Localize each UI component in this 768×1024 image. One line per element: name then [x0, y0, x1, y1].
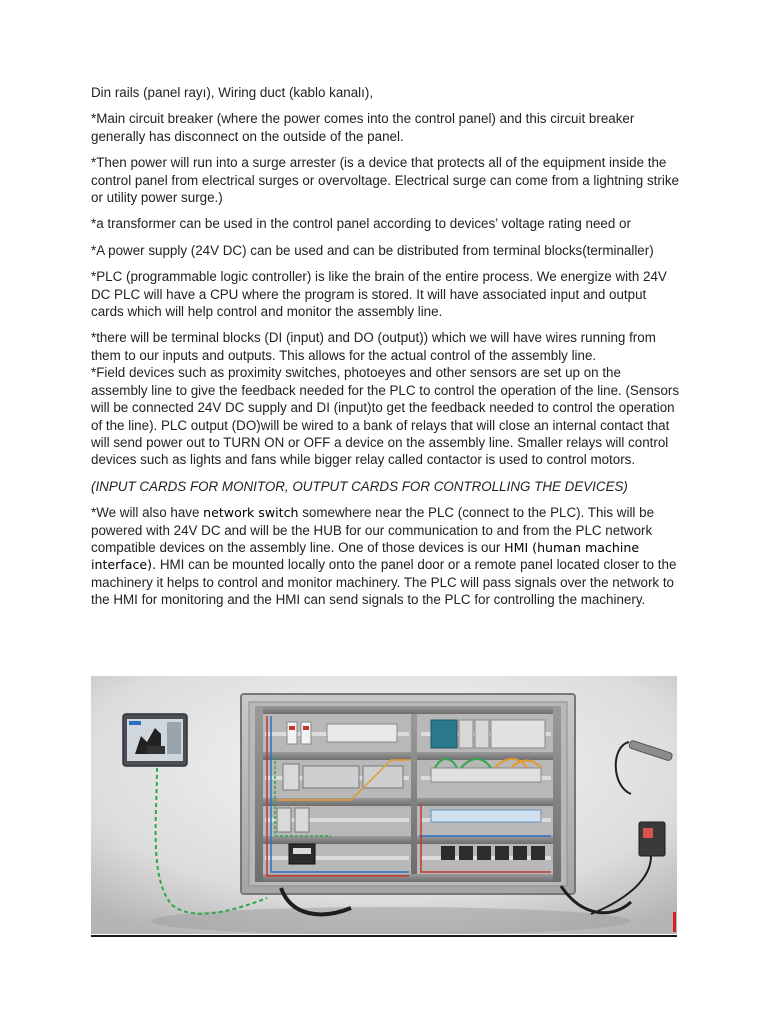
plc-icon [431, 720, 545, 748]
paragraph-surge-arrester: *Then power will run into a surge arrester (is a device that protects all of the equipment inside the control panel from electrical surges or overvoltage. Electrical surge can come from a lightning strike or utility power surge.) [91, 155, 679, 206]
hmi-screen-icon [123, 714, 187, 766]
paragraph-transformer: *a transformer can be used in the control panel according to devices’ voltage rating need or [91, 216, 631, 232]
paragraph-cards-note: (INPUT CARDS FOR MONITOR, OUTPUT CARDS FOR CONTROLLING THE DEVICES) [91, 478, 628, 494]
text-run: HMI can be mounted locally onto the panel door or a remote panel located closer to the machinery it helps to control and monitor machinery. The PLC will pass signals over the network to the HMI for monitoring and the HMI can send signals to the PLC for controlling the machinery. [91, 557, 677, 608]
circuit-breakers [287, 722, 397, 744]
paragraph-terminal-blocks: *there will be terminal blocks (DI (input) and DO (output)) which we will have wires running from them to our inputs and outputs. This allows for the actual control of the assembly line. [91, 330, 656, 363]
document-body [91, 84, 681, 618]
text-run: *We will also have [91, 505, 204, 521]
paragraph-plc: *PLC (programmable logic controller) is like the brain of the entire process. We energize with 24V DC PLC will have a CPU where the program is stored. It will have associated input and output cards which will help control and monitor the assembly line. [91, 269, 667, 320]
paragraph-network-switch [91, 504, 681, 608]
text-run: somewhere near the PLC (connect to the PLC). This will be powered with 24V DC and will be the HUB for our communication to and from the PLC network compatible devices on the assembly line. One of those devices is our [91, 505, 655, 555]
figure-bottom-rule [91, 935, 677, 937]
control-panel-svg [91, 676, 677, 934]
highlight-hmi: HMI (human machine interface). [91, 539, 640, 573]
paragraph-field-devices: *Field devices such as proximity switches, photoeyes and other sensors are set up on the assembly line to give the feedback needed for the PLC to control the operation of the line. (Sensors will be connected 24V DC supply and DI (input)to get the feedback needed to control the operation of the line). PLC output (DO)will be wired to a bank of relays that will close an internal contact that will send power out to TURN ON or OFF a device on the assembly line. Smaller relays will control devices such as lights and fans while bigger relay called contactor is used to control motors. [91, 365, 680, 468]
paragraph-circuit-breaker: *Main circuit breaker (where the power comes into the control panel) and this circuit breaker generally has disconnect on the outside of the panel. [91, 111, 635, 144]
paragraph-power-supply: *A power supply (24V DC) can be used and can be distributed from terminal blocks(terminaller) [91, 242, 654, 258]
control-panel-illustration [91, 676, 677, 934]
paragraph-din-rails: Din rails (panel rayı), Wiring duct (kablo kanalı), [91, 85, 374, 100]
red-marker [673, 912, 676, 932]
highlight-network-switch: network switch [203, 505, 299, 521]
